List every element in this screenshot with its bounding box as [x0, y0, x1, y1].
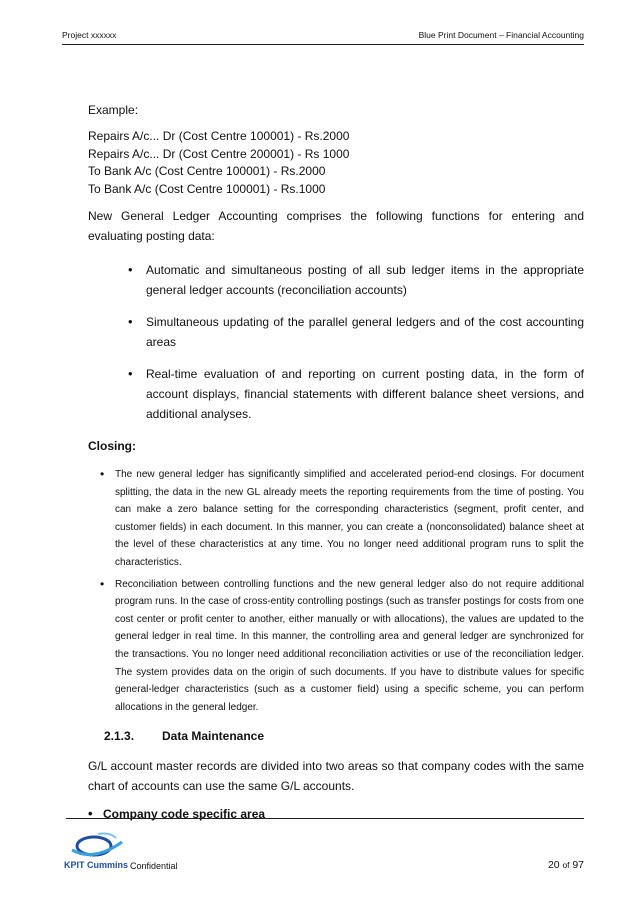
list-item: • The new general ledger has significantly simplified and accelerated period-end closings. For document splitting, the data in the new GL already meets the reporting requirements from the time of posting. You can make a zero balance setting for the corresponding characteristics (segment, profit center, and customer fields) in each document. In this manner, you can create a (nonconsolidated) balance sheet at the level of these characteristics at any time. You no longer need additional program runs to split the characteristics. [115, 466, 584, 572]
example-label: Example: [88, 103, 139, 117]
page-total: 97 [572, 859, 584, 871]
gl-paragraph: G/L account master records are divided into two areas so that company codes with the same chart of accounts can use the same G/L accounts. [88, 759, 584, 794]
example-line: Repairs A/c... Dr (Cost Centre 100001) - Rs.2000 [88, 129, 350, 143]
closing-list [88, 466, 584, 716]
functions-list [88, 260, 584, 424]
page-of: of [562, 860, 570, 870]
list-item: • Simultaneous updating of the parallel general ledgers and of the cost accounting areas [146, 312, 584, 352]
page-header [62, 26, 584, 45]
intro-paragraph: New General Ledger Accounting comprises the following functions for entering and evaluating posting data: [88, 209, 584, 243]
section-number: 2.1.3. [104, 729, 135, 744]
example-line: To Bank A/c (Cost Centre 100001) - Rs.1000 [88, 181, 326, 196]
confidential-label: Confidential [130, 861, 178, 871]
example-entries [88, 128, 584, 198]
footer-divider [66, 818, 584, 819]
document-title: Blue Print Document – Financial Accounting [418, 30, 584, 40]
areas-list [88, 804, 584, 824]
project-name: Project xxxxxx [62, 30, 117, 40]
list-item: • Real-time evaluation of and reporting on current posting data, in the form of account displays, financial statements with different balance sheet versions, and additional analyses. [146, 364, 584, 424]
section-title: Data Maintenance [162, 729, 265, 744]
list-item: • Company code specific area [103, 804, 584, 824]
example-line: To Bank A/c (Cost Centre 100001) - Rs.2000 [88, 164, 326, 178]
page-current: 20 [547, 859, 560, 871]
example-line: Repairs A/c... Dr (Cost Centre 200001) - Rs 1000 [88, 146, 350, 161]
page-body [88, 100, 584, 824]
page-number [548, 859, 584, 871]
list-item: • Reconciliation between controlling functions and the new general ledger also do not require additional program runs. In the case of cross-entity controlling postings (such as transfer postings for costs from one cost center or profit center to another, either manually or with allocations), the values are updated to the general ledger in real time. In this manner, the controlling area and general ledger are synchronized for the transactions. You no longer need additional reconciliation activities or use of the reconciliation ledger. The system provides data on the origin of such documents. If you have to distribute values for specific general-ledger characteristics (such as a customer field) using a specific scheme, you can perform allocations in the general ledger. [115, 576, 584, 717]
logo-swoosh-icon [64, 828, 134, 862]
logo-text: KPIT Cummins [64, 860, 129, 870]
list-item: • Automatic and simultaneous posting of all sub ledger items in the appropriate general ledger accounts (reconciliation accounts) [146, 260, 584, 300]
section-heading [104, 726, 584, 746]
closing-heading: Closing: [88, 439, 136, 453]
